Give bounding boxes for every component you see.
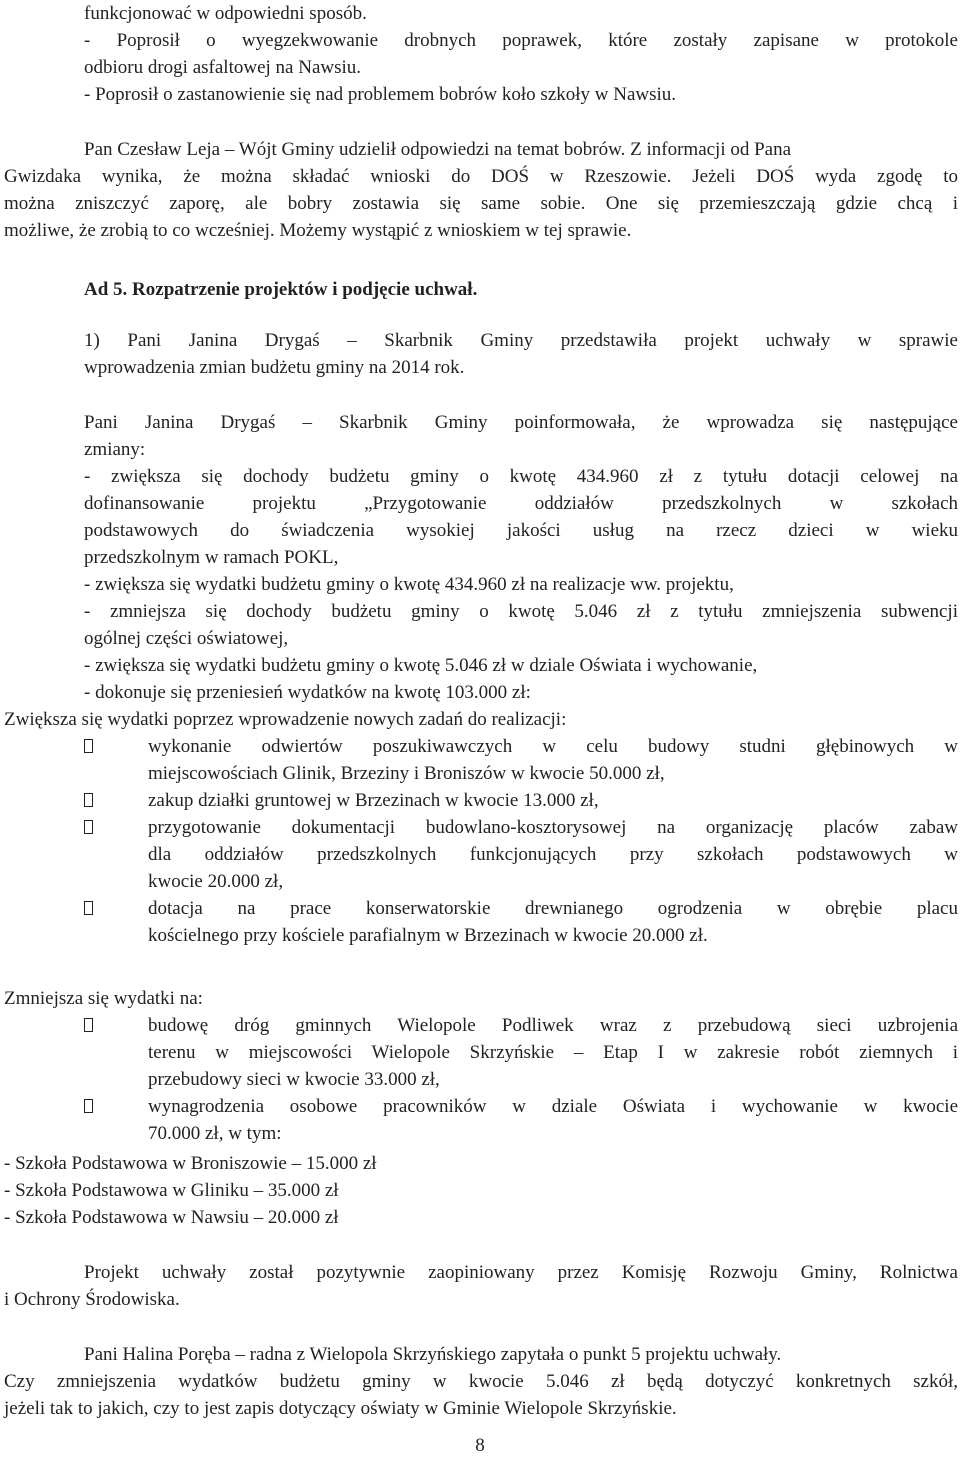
text-line: odbioru drogi asfaltowej na Nawsiu. bbox=[84, 57, 362, 78]
text-line: podstawowych do świadczenia wysokiej jakości usług na rzecz dzieci w wieku bbox=[84, 520, 958, 541]
text-line: - Poprosił o wyegzekwowanie drobnych poprawek, które zostały zapisane w protokole bbox=[84, 30, 958, 51]
text-line: Pani Halina Poręba – radna z Wielopola Skrzyńskiego zapytała o punkt 5 projektu uchwały. bbox=[84, 1344, 782, 1365]
text-line: jeżeli tak to jakich, czy to jest zapis dotyczący oświaty w Gminie Wielopole Skrzyńskie. bbox=[4, 1398, 677, 1419]
bullet-box-icon bbox=[84, 1018, 93, 1032]
school-line: - Szkoła Podstawowa w Nawsiu – 20.000 zł bbox=[4, 1207, 339, 1228]
text-line: kwocie 20.000 zł, bbox=[148, 871, 284, 892]
text-line: Pan Czesław Leja – Wójt Gminy udzielił odpowiedzi na temat bobrów. Z informacji od Pana bbox=[84, 139, 792, 160]
text-line: funkcjonować w odpowiedni sposób. bbox=[84, 3, 367, 24]
list-item bbox=[84, 895, 958, 949]
text-line: można zniszczyć zaporę, ale bobry zostawia się same sobie. One się przemieszczają gdzie chcą i bbox=[4, 193, 958, 214]
text-line: - zwiększa się dochody budżetu gminy o kwotę 434.960 zł z tytułu dotacji celowej na bbox=[84, 466, 958, 487]
increase-heading: Zwiększa się wydatki poprzez wprowadzenie nowych zadań do realizacji: bbox=[4, 709, 567, 730]
bullet-box-icon bbox=[84, 739, 93, 753]
text-line: wprowadzenia zmian budżetu gminy na 2014 rok. bbox=[84, 357, 465, 378]
text-line: - zwiększa się wydatki budżetu gminy o kwotę 434.960 zł na realizacje ww. projektu, bbox=[84, 574, 734, 595]
text-line: miejscowościach Glinik, Brzeziny i Broniszów w kwocie 50.000 zł, bbox=[148, 763, 665, 784]
bullet-box-icon bbox=[84, 820, 93, 834]
text-line: budowę dróg gminnych Wielopole Podliwek wraz z przebudową sieci uzbrojenia bbox=[148, 1015, 958, 1036]
item-1-paragraph bbox=[84, 327, 958, 381]
text-line: 1) Pani Janina Drygaś – Skarbnik Gminy przedstawiła projekt uchwały w sprawie bbox=[84, 330, 958, 351]
text-line: wykonanie odwiertów poszukiwawczych w celu budowy studni głębinowych w bbox=[148, 736, 958, 757]
text-line: - zmniejsza się dochody budżetu gminy o kwotę 5.046 zł z tytułu zmniejszenia subwencji bbox=[84, 601, 958, 622]
school-line: - Szkoła Podstawowa w Broniszowie – 15.000 zł bbox=[4, 1153, 377, 1174]
intro-paragraph bbox=[84, 0, 958, 108]
wojt-answer-paragraph bbox=[4, 136, 958, 244]
bullet-box-icon bbox=[84, 793, 93, 807]
text-line: przedszkolnym w ramach POKL, bbox=[84, 547, 339, 568]
text-line: - Poprosił o zastanowienie się nad problemem bobrów koło szkoły w Nawsiu. bbox=[84, 84, 677, 105]
decrease-heading: Zmniejsza się wydatki na: bbox=[4, 988, 203, 1009]
text-line: wynagrodzenia osobowe pracowników w dziale Oświata i wychowanie w kwocie bbox=[148, 1096, 958, 1117]
text-line: możliwe, że zrobią to co wcześniej. Możemy wystąpić z wnioskiem w tej sprawie. bbox=[4, 220, 632, 241]
text-line: przebudowy sieci w kwocie 33.000 zł, bbox=[148, 1069, 440, 1090]
schools-list bbox=[4, 1150, 958, 1231]
text-line: zakup działki gruntowej w Brzezinach w kwocie 13.000 zł, bbox=[148, 790, 599, 811]
school-line: - Szkoła Podstawowa w Gliniku – 35.000 zł bbox=[4, 1180, 339, 1201]
text-line: przygotowanie dokumentacji budowlano-kosztorysowej na organizację placów zabaw bbox=[148, 817, 958, 838]
skarbnik-info-paragraph bbox=[84, 409, 958, 706]
text-line: Projekt uchwały został pozytywnie zaopiniowany przez Komisję Rozwoju Gminy, Rolnictwa bbox=[84, 1262, 958, 1283]
text-line: kościelnego przy kościele parafialnym w Brzezinach w kwocie 20.000 zł. bbox=[148, 925, 708, 946]
text-line: Gwizdaka wynika, że można składać wnioski do DOŚ w Rzeszowie. Jeżeli DOŚ wyda zgodę to bbox=[4, 166, 958, 187]
list-item bbox=[84, 814, 958, 895]
list-item bbox=[84, 787, 958, 814]
question-paragraph bbox=[4, 1341, 958, 1422]
text-line: ogólnej części oświatowej, bbox=[84, 628, 289, 649]
list-item bbox=[84, 733, 958, 787]
text-line: dla oddziałów przedszkolnych funkcjonujących przy szkołach podstawowych w bbox=[148, 844, 958, 865]
opinion-paragraph bbox=[4, 1259, 958, 1313]
bullet-box-icon bbox=[84, 901, 93, 915]
text-line: Pani Janina Drygaś – Skarbnik Gminy poinformowała, że wprowadza się następujące bbox=[84, 412, 958, 433]
text-line: dotacja na prace konserwatorskie drewnianego ogrodzenia w obrębie placu bbox=[148, 898, 958, 919]
text-line: zmiany: bbox=[84, 439, 146, 460]
page-number: 8 bbox=[475, 1435, 485, 1456]
section-heading-ad5: Ad 5. Rozpatrzenie projektów i podjęcie uchwał. bbox=[84, 279, 478, 300]
list-item bbox=[84, 1093, 958, 1147]
text-line: dofinansowanie projektu „Przygotowanie oddziałów przedszkolnych w szkołach bbox=[84, 493, 958, 514]
increase-list bbox=[84, 733, 958, 949]
text-line: terenu w miejscowości Wielopole Skrzyńskie – Etap I w zakresie robót ziemnych i bbox=[148, 1042, 958, 1063]
decrease-list bbox=[84, 1012, 958, 1147]
text-line: - dokonuje się przeniesień wydatków na kwotę 103.000 zł: bbox=[84, 682, 531, 703]
text-line: Czy zmniejszenia wydatków budżetu gminy w kwocie 5.046 zł będą dotyczyć konkretnych szkół, bbox=[4, 1371, 958, 1392]
bullet-box-icon bbox=[84, 1099, 93, 1113]
text-line: 70.000 zł, w tym: bbox=[148, 1123, 282, 1144]
text-line: - zwiększa się wydatki budżetu gminy o kwotę 5.046 zł w dziale Oświata i wychowanie, bbox=[84, 655, 758, 676]
text-line: i Ochrony Środowiska. bbox=[4, 1289, 180, 1310]
list-item bbox=[84, 1012, 958, 1093]
